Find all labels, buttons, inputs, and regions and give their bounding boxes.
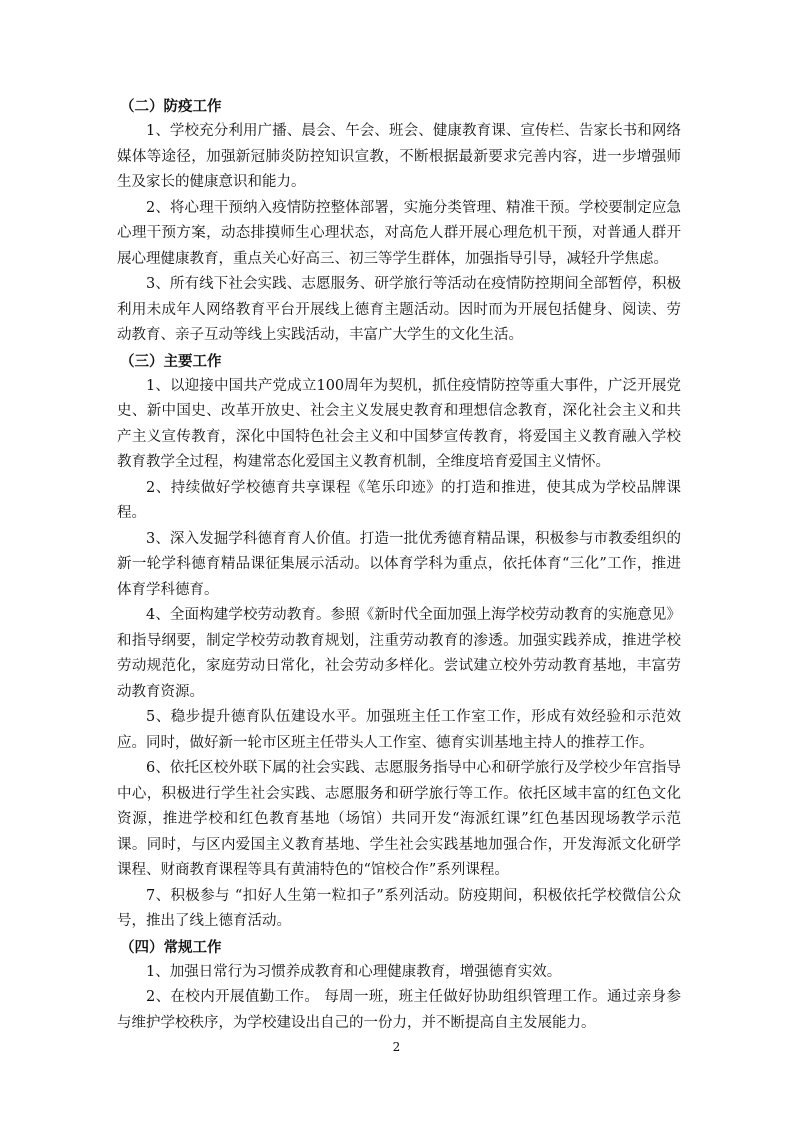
paragraph: 2、持续做好学校德育共享课程《笔乐印迹》的打造和推进，使其成为学校品牌课程。 xyxy=(117,479,681,521)
section-heading: （四）常规工作 xyxy=(120,938,222,956)
paragraph: 7、积极参与 “扣好人生第一粒扣子”系列活动。防疫期间，积极依托学校微信公众号，推出了线上德育活动。 xyxy=(117,887,681,929)
paragraph: 1、以迎接中国共产党成立100周年为契机，抓住疫情防控等重大事件，广泛开展党史、新中国史、改革开放史、社会主义发展史教育和理想信念教育，深化社会主义和共产主义宣传教育，深化中国特色社会主义和中国梦宣传教育，将爱国主义教育融入学校教育教学全过程，构建常态化爱国主义教育机制，全维度培育爱国主义情怀。 xyxy=(117,377,681,470)
section-heading: （三）主要工作 xyxy=(120,352,222,370)
page-number: 2 xyxy=(392,1040,401,1054)
paragraph: 4、全面构建学校劳动教育。参照《新时代全面加强上海学校劳动教育的实施意见》和指导纲要，制定学校劳动教育规划，注重劳动教育的渗透。加强实践养成，推进学校劳动规范化，家庭劳动日常化，社会劳动多样化。尝试建立校外劳动教育基地，丰富劳动教育资源。 xyxy=(117,607,681,700)
section-epidemic-prevention xyxy=(117,94,681,349)
paragraph: 3、所有线下社会实践、志愿服务、研学旅行等活动在疫情防控期间全部暂停，积极利用未成年人网络教育平台开展线上德育主题活动。因时而为开展包括健身、阅读、劳动教育、亲子互动等线上实践活动，丰富广大学生的文化生活。 xyxy=(117,276,681,343)
section-heading: （二）防疫工作 xyxy=(120,98,222,115)
paragraph: 2、在校内开展值勤工作。 每周一班，班主任做好协助组织管理工作。通过亲身参与维护学校秩序，为学校建设出自己的一份力，并不断提高自主发展能力。 xyxy=(117,989,681,1031)
paragraph: 1、加强日常行为习惯养成教育和心理健康教育，增强德育实效。 xyxy=(146,963,562,980)
section-main-work xyxy=(117,349,681,935)
paragraph: 1、学校充分利用广播、晨会、午会、班会、健康教育课、宣传栏、告家长书和网络媒体等途径，加强新冠肺炎防控知识宣教，不断根据最新要求完善内容，进一步增强师生及家长的健康意识和能力。 xyxy=(117,123,681,190)
paragraph: 5、稳步提升德育队伍建设水平。加强班主任工作室工作，形成有效经验和示范效应。同时，做好新一轮市区班主任带头人工作室、德育实训基地主持人的推荐工作。 xyxy=(117,709,681,751)
document-page xyxy=(117,94,681,1036)
section-routine-work xyxy=(117,935,681,1037)
paragraph: 6、依托区校外联下属的社会实践、志愿服务指导中心和研学旅行及学校少年宫指导中心，积极进行学生社会实践、志愿服务和研学旅行等工作。依托区域丰富的红色文化资源，推进学校和红色教育基地（场馆）共同开发“海派红课”红色基因现场教学示范课。同时，与区内爱国主义教育基地、学生社会实践基地加强合作，开发海派文化研学课程、财商教育课程等具有黄浦特色的“馆校合作”系列课程。 xyxy=(117,760,681,878)
paragraph: 3、深入发掘学科德育育人价值。打造一批优秀德育精品课，积极参与市教委组织的新一轮学科德育精品课征集展示活动。以体育学科为重点，依托体育“三化”工作，推进体育学科德育。 xyxy=(117,530,681,598)
paragraph: 2、将心理干预纳入疫情防控整体部署，实施分类管理、精准干预。学校要制定应急心理干预方案，动态排摸师生心理状态，对高危人群开展心理危机干预，对普通人群开展心理健康教育，重点关心好高三、初三等学生群体，加强指导引导，减轻升学焦虑。 xyxy=(117,199,681,267)
